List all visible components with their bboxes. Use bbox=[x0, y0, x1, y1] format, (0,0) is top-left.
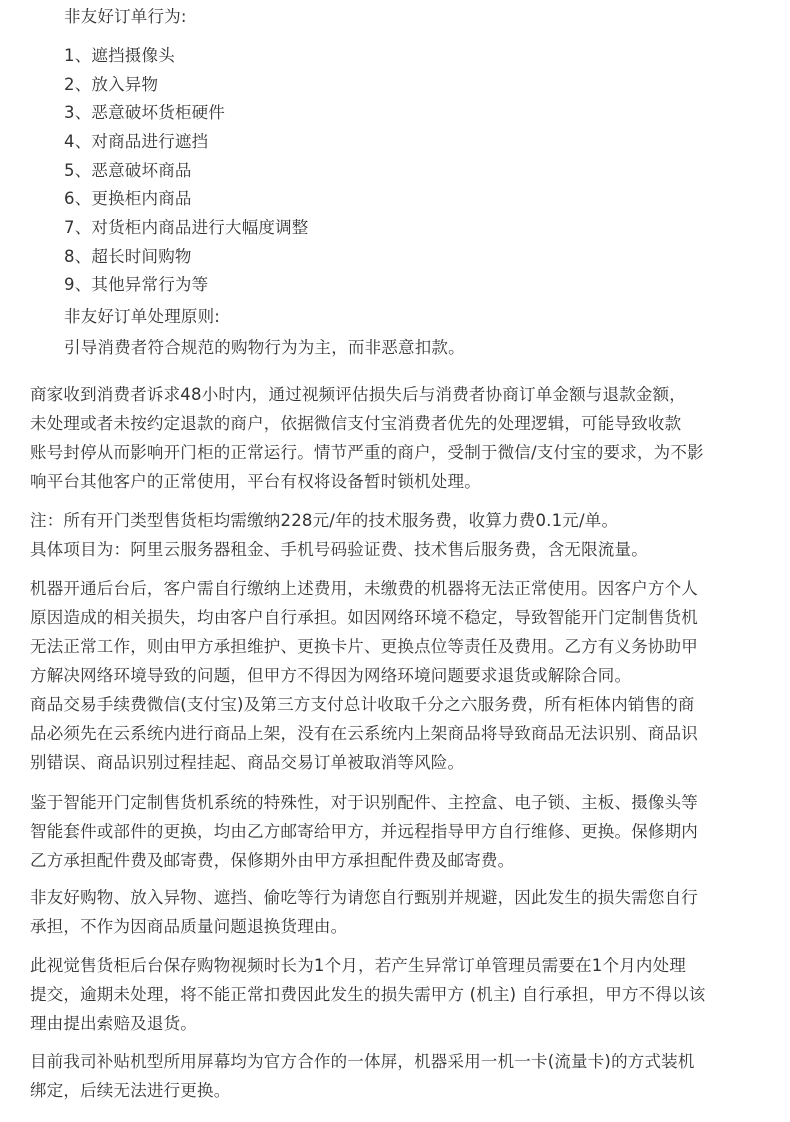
paragraph-line: 商品交易手续费微信(支付宝)及第三方支付总计收取千分之六服务费，所有柜体内销售的商 bbox=[30, 695, 695, 714]
paragraph-line: 绑定，后续无法进行更换。 bbox=[30, 1081, 231, 1100]
paragraph-line: 鉴于智能开门定制售货机系统的特殊性，对于识别配件、主控盒、电子锁、主板、摄像头等 bbox=[30, 793, 698, 812]
paragraph-line: 提交，逾期未处理，将不能正常扣费因此发生的损失需甲方 (机主) 自行承担，甲方不得以该 bbox=[30, 985, 706, 1004]
paragraph-line: 别错误、商品识别过程挂起、商品交易订单被取消等风险。 bbox=[30, 753, 465, 772]
paragraph-line: 方解决网络环境导致的问题，但甲方不得因为网络环境问题要求退货或解除合同。 bbox=[30, 666, 632, 685]
list-item: 8、超长时间购物 bbox=[64, 247, 192, 266]
list-item: 3、恶意破坏货柜硬件 bbox=[64, 103, 225, 122]
paragraph-line: 理由提出索赔及退货。 bbox=[30, 1014, 197, 1033]
principle-heading: 非友好订单处理原则: bbox=[64, 307, 221, 326]
paragraph-line: 账号封停从而影响开门柜的正常运行。情节严重的商户，受制于微信/支付宝的要求，为不影 bbox=[30, 443, 704, 462]
list-item: 2、放入异物 bbox=[64, 75, 159, 94]
paragraph-line: 商家收到消费者诉求48小时内，通过视频评估损失后与消费者协商订单金额与退款金额， bbox=[30, 385, 686, 404]
principle-text: 引导消费者符合规范的购物行为为主，而非恶意扣款。 bbox=[64, 338, 465, 357]
paragraph-line: 原因造成的相关损失，均由客户自行承担。如因网络环境不稳定，导致智能开门定制售货机 bbox=[30, 608, 698, 627]
list-item: 6、更换柜内商品 bbox=[64, 189, 192, 208]
list-item: 9、其他异常行为等 bbox=[64, 275, 209, 294]
paragraph-line: 智能套件或部件的更换，均由乙方邮寄给甲方，并远程指导甲方自行维修、更换。保修期内 bbox=[30, 822, 698, 841]
paragraph-line: 未处理或者未按约定退款的商户，依据微信支付宝消费者优先的处理逻辑，可能导致收款 bbox=[30, 414, 682, 433]
paragraph-line: 此视觉售货柜后台保存购物视频时长为1个月，若产生异常订单管理员需要在1个月内处理 bbox=[30, 956, 686, 975]
list-item: 7、对货柜内商品进行大幅度调整 bbox=[64, 218, 309, 237]
paragraph-line: 具体项目为：阿里云服务器租金、手机号码验证费、技术售后服务费，含无限流量。 bbox=[30, 540, 648, 559]
list-item: 5、恶意破坏商品 bbox=[64, 161, 192, 180]
paragraph-line: 注：所有开门类型售货柜均需缴纳228元/年的技术服务费，收算力费0.1元/单。 bbox=[30, 511, 619, 530]
paragraph-line: 响平台其他客户的正常使用，平台有权将设备暂时锁机处理。 bbox=[30, 472, 481, 491]
paragraph-line: 无法正常工作，则由甲方承担维护、更换卡片、更换点位等责任及费用。乙方有义务协助甲 bbox=[30, 637, 698, 656]
paragraph-line: 非友好购物、放入异物、遮挡、偷吃等行为请您自行甄别并规避，因此发生的损失需您自行 bbox=[30, 888, 698, 907]
unfriendly-orders-heading: 非友好订单行为: bbox=[64, 7, 187, 26]
paragraph-line: 机器开通后台后，客户需自行缴纳上述费用，未缴费的机器将无法正常使用。因客户方个人 bbox=[30, 579, 698, 598]
list-item: 4、对商品进行遮挡 bbox=[64, 132, 209, 151]
paragraph-line: 乙方承担配件费及邮寄费，保修期外由甲方承担配件费及邮寄费。 bbox=[30, 851, 515, 870]
paragraph-line: 承担，不作为因商品质量问题退换货理由。 bbox=[30, 917, 348, 936]
list-item: 1、遮挡摄像头 bbox=[64, 46, 175, 65]
paragraph-line: 品必须先在云系统内进行商品上架，没有在云系统内上架商品将导致商品无法识别、商品识 bbox=[30, 724, 698, 743]
paragraph-line: 目前我司补贴机型所用屏幕均为官方合作的一体屏，机器采用一机一卡(流量卡)的方式装机 bbox=[30, 1052, 695, 1071]
